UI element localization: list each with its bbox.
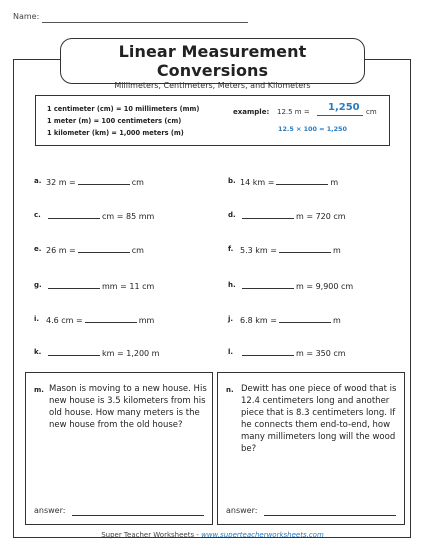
problem-text: m = 350 cm (296, 349, 346, 358)
problem-i (46, 314, 154, 325)
page-title: Linear Measurement Conversions (118, 42, 307, 80)
problem-l (240, 347, 346, 358)
footer-brand: Super Teacher Worksheets (101, 531, 195, 539)
problem-letter: c. (34, 211, 41, 219)
problem-text: km = 1,200 m (102, 349, 160, 358)
answer-blank[interactable] (48, 347, 100, 356)
problem-letter: k. (34, 348, 42, 356)
problem-text: 26 m = (46, 246, 76, 255)
problem-letter: l. (228, 348, 234, 356)
footer (0, 531, 425, 539)
page-subtitle: Millimeters, Centimeters, Meters, and Kilometers (114, 81, 311, 90)
problem-text: 5.3 km = (240, 246, 277, 255)
problem-letter: a. (34, 177, 42, 185)
problem-text: 4.6 cm = (46, 316, 83, 325)
problem-c (46, 210, 154, 221)
answer-blank[interactable] (48, 280, 100, 289)
problem-letter: h. (228, 281, 236, 289)
name-field-line[interactable] (42, 22, 248, 23)
problem-letter: e. (34, 245, 42, 253)
answer-blank[interactable] (78, 244, 130, 253)
problem-j (240, 314, 341, 325)
word-problem-m (25, 372, 213, 525)
problem-letter: b. (228, 177, 236, 185)
example-calculation: 12.5 × 100 = 1,250 (278, 125, 347, 133)
problem-letter: f. (228, 245, 234, 253)
answer-blank[interactable] (279, 314, 331, 323)
problem-h (240, 280, 353, 291)
answer-blank[interactable] (279, 244, 331, 253)
problem-letter: m. (34, 386, 44, 394)
answer-blank[interactable] (242, 210, 294, 219)
example-answer: 1,250 (328, 102, 360, 113)
answer-blank[interactable] (78, 176, 130, 185)
answer-label: answer: (34, 506, 66, 515)
problem-text: cm = 85 mm (102, 212, 155, 221)
answer-blank[interactable] (48, 210, 100, 219)
problem-f (240, 244, 341, 255)
problem-text: cm (131, 246, 144, 255)
problem-letter: g. (34, 281, 42, 289)
problem-text: 14 km = (240, 178, 275, 187)
problem-letter: j. (228, 315, 234, 323)
word-problem-n (217, 372, 405, 525)
problem-text: m (332, 246, 341, 255)
problem-d (240, 210, 346, 221)
problem-text: m (332, 316, 341, 325)
conversion-rule: 1 meter (m) = 100 centimeters (cm) (47, 117, 182, 125)
footer-url[interactable]: www.superteacherworksheets.com (201, 531, 324, 539)
answer-label: answer: (226, 506, 258, 515)
footer-separator: - (194, 531, 202, 539)
problem-k (46, 347, 159, 358)
problem-text: m = 720 cm (296, 212, 346, 221)
example-answer-line (317, 115, 363, 116)
answer-line[interactable] (264, 515, 396, 516)
problem-e (46, 244, 144, 255)
answer-blank[interactable] (276, 176, 328, 185)
problem-letter: i. (34, 315, 40, 323)
example-unit: cm (366, 108, 377, 116)
problem-text: mm = 11 cm (102, 282, 155, 291)
title-box (60, 38, 365, 90)
example-question: 12.5 m = (277, 108, 310, 116)
answer-blank[interactable] (85, 314, 137, 323)
word-problem-text: Mason is moving to a new house. His new house is 3.5 kilometers from his old house. How many meters is the new house from the old house? (49, 384, 207, 430)
problem-text: mm (138, 316, 155, 325)
answer-line[interactable] (72, 515, 204, 516)
word-problem-text: Dewitt has one piece of wood that is 12.4 centimeters long and another piece that is 8.3 centimeters long. If he connects them end-to-end, how many millimeters long will the wood be? (241, 384, 397, 454)
problem-g (46, 280, 154, 291)
problem-letter: d. (228, 211, 236, 219)
answer-blank[interactable] (242, 347, 294, 356)
name-label: Name: (13, 12, 40, 21)
conversion-rule: 1 kilometer (km) = 1,000 meters (m) (47, 129, 184, 137)
problem-text: m (330, 178, 339, 187)
problem-b (240, 176, 338, 187)
reference-box (35, 95, 390, 146)
conversion-rule: 1 centimeter (cm) = 10 millimeters (mm) (47, 105, 200, 113)
problem-letter: n. (226, 386, 234, 394)
problem-text: cm (131, 178, 144, 187)
problem-a (46, 176, 144, 187)
example-label: example: (233, 108, 270, 116)
answer-blank[interactable] (242, 280, 294, 289)
problem-text: 6.8 km = (240, 316, 277, 325)
problem-text: m = 9,900 cm (296, 282, 354, 291)
problem-text: 32 m = (46, 178, 76, 187)
